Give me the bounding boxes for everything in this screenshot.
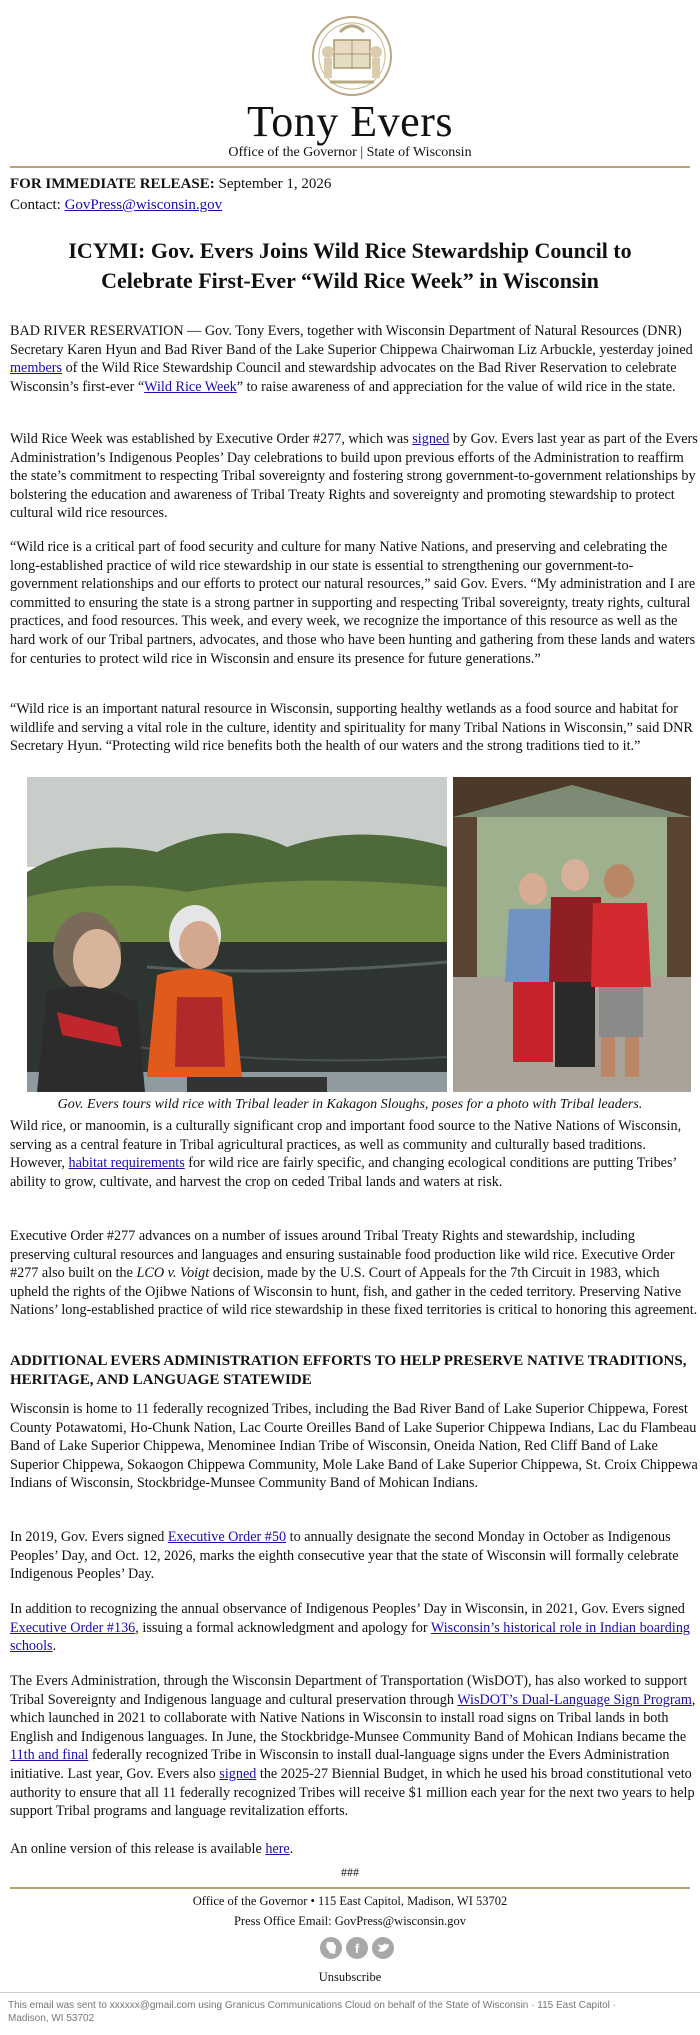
photo-tribal-leaders — [453, 777, 691, 1092]
text: ” to raise awareness of and appreciation for the value of wild rice in the state. — [236, 378, 676, 395]
page-title: ICYMI: Gov. Evers Joins Wild Rice Stewardship Council to Celebrate First-Ever “Wild Rice Week” in Wisconsin — [68, 238, 632, 293]
text: , issuing a formal acknowledgment and apology for — [135, 1619, 431, 1636]
habitat-requirements-link[interactable]: habitat requirements — [68, 1155, 185, 1172]
twitter-icon[interactable] — [372, 1937, 394, 1959]
paragraph-evers-quote: “Wild rice is a critical part of food security and culture for many Native Nations, and preserving and celebrating the long-established practice of wild rice stewardship in our state is essential to strengthening our government-to-government relationships and our efforts to protect our natural resources,” said Gov. Evers. “My administration and I are committed to ensuring the state is a strong partner in supporting and respecting Tribal sovereignty, treaty rights, cultural practices, and food resources. This week, and every week, we recognize the importance of this resource as well as the hard work of our Tribal partners, advocates, and those who have been hunting and gathering from these lands and waters for centuries to protect wild rice in Wisconsin and ensure its presence for future generations.” — [10, 539, 696, 667]
release-date: September 1, 2026 — [214, 176, 332, 192]
text: Wild rice, or manoomin, is a culturally significant crop and important food source to the Native Nations of Wisconsin, serving as a central feature in Tribal agricultural practices, as well as community and culturally based traditions. However, — [10, 1118, 682, 1172]
text: Executive Order #277 advances on a number of issues around Tribal Treaty Rights and stewardship, including preserving cultural resources and languages and ensuring sustainable food production like wild rice. Executive Order #277 also built on the — [10, 1228, 675, 1282]
text: The Evers Administration, through the Wisconsin Department of Transportation (WisDOT), has also worked to support Tribal Sovereignty and Indigenous language and cultural preservation through — [10, 1673, 688, 1708]
budget-signed-link[interactable]: signed — [219, 1765, 257, 1782]
text: Wild Rice Week was established by Executive Order #277, which was — [10, 431, 413, 447]
text: for wild rice are fairly specific, and changing ecological conditions are putting Tribes’ ability to grow, cultivate, and harvest the crop on ceded Tribal lands and waters at risk. — [10, 1155, 677, 1190]
online-version-link[interactable]: here — [265, 1841, 290, 1857]
header-divider — [10, 166, 690, 168]
text: In 2019, Gov. Evers signed — [10, 1529, 168, 1545]
sent-notice: This email was sent to xxxxxx@gmail.com using Granicus Communications Cloud on behalf of the State of Wisconsin · 115 East Capitol · Madison, WI 53702 — [8, 2000, 617, 2024]
eleventh-and-final-link[interactable]: 11th and final — [10, 1747, 89, 1764]
text: by Gov. Evers last year as part of the Evers Administration’s Indigenous Peoples’ Day celebrations to build upon previous efforts of the Administration to reaffirm the state’s commitment to respecting Tribal sovereignty and fostering strong government-to-government relationships by bolstering the education and awareness of Tribal Treaty Rights and sovereignty and promoting stewardship to protect cultural wild rice resources. — [10, 431, 698, 522]
dual-language-sign-program-link[interactable]: WisDOT’s Dual-Language Sign Program — [457, 1691, 692, 1708]
photo-row — [27, 777, 691, 1092]
wild-rice-week-link[interactable]: Wild Rice Week — [144, 378, 237, 395]
footer-press-email: Press Office Email: GovPress@wisconsin.gov — [233, 1914, 467, 1928]
state-seal-icon — [310, 10, 394, 98]
footer-divider — [10, 1887, 690, 1889]
contact-email-link[interactable]: GovPress@wisconsin.gov — [64, 197, 223, 213]
paragraph-voigt — [10, 1227, 698, 1320]
paragraph-eo136 — [10, 1600, 698, 1656]
text: , which launched in 2021 to collaborate with Native Nations in Wisconsin to install road signs on Tribal lands in both English and Indigenous languages. In June, the Stockbridge-Munsee Community Band of Mohican Indians became the — [10, 1691, 696, 1745]
unsubscribe-link[interactable]: Unsubscribe — [318, 1970, 382, 1984]
text: to annually designate the second Monday in October as Indigenous Peoples’ Day, and Oct. 12, 2026, marks the eighth consecutive year that the state of Wisconsin will formally celebrate Indigenous Peoples’ Day. — [10, 1529, 679, 1583]
paragraph-hyun-quote: “Wild rice is an important natural resource in Wisconsin, supporting healthy wetlands as a food source and habitat for wildlife and serving a vital role in the culture, identity and spirituality for many Tribal Nations in Wisconsin,” said DNR Secretary Hyun. “Protecting wild rice benefits both the health of our waters and the strong traditions tied to it.” — [10, 701, 693, 755]
text: An online version of this release is available — [10, 1841, 266, 1857]
text: In addition to recognizing the annual observance of Indigenous Peoples’ Day in Wisconsin, in 2021, Gov. Evers signed — [10, 1601, 685, 1617]
boarding-schools-link[interactable]: Wisconsin’s historical role in Indian boarding schools — [10, 1619, 691, 1655]
section-subheading: ADDITIONAL EVERS ADMINISTRATION EFFORTS TO HELP PRESERVE NATIVE TRADITIONS, HERITAGE, AND LANGUAGE STATEWIDE — [10, 1353, 687, 1388]
case-name: LCO v. Voigt — [136, 1265, 210, 1282]
paragraph-manoomin — [10, 1117, 698, 1191]
bottom-divider — [0, 1992, 700, 1993]
facebook-icon[interactable]: f — [346, 1937, 368, 1959]
photo-boat-tour — [27, 777, 447, 1092]
unsubscribe-wrap — [0, 1970, 700, 1985]
paragraph-tribes: Wisconsin is home to 11 federally recognized Tribes, including the Bad River Band of Lake Superior Chippewa, Forest County Potawatomi, Ho-Chunk Nation, Lac Courte Oreilles Band of Lake Superior Chippewa Indians, Lac du Flambeau Band of Lake Superior Chippewa, Menominee Indian Tribe of Wisconsin, Oneida Nation, Red Cliff Band of Lake Superior Chippewa, Sokaogon Chippewa Community, Mole Lake Band of Lake Superior Chippewa, St. Croix Chippewa Indians of Wisconsin, Stockbridge-Munsee Community Band of Mohican Indians. — [10, 1401, 698, 1492]
paragraph-executive-order — [10, 430, 698, 523]
social-links — [320, 1937, 400, 1961]
paragraph-eo50 — [10, 1528, 698, 1584]
signed-link[interactable]: signed — [412, 431, 450, 447]
text: the 2025-27 Biennial Budget, in which he used his broad constitutional veto authority to ensure that all 11 federally recognized Tribes will receive $1 million each year for the next two years to help support Tribal programs and language revitalization efforts. — [10, 1765, 695, 1820]
paragraph-wisdot — [10, 1672, 698, 1821]
footer-address: Office of the Governor • 115 East Capitol, Madison, WI 53702 — [192, 1894, 508, 1908]
executive-order-50-link[interactable]: Executive Order #50 — [167, 1529, 287, 1545]
office-line: Office of the Governor | State of Wisconsin — [228, 145, 472, 160]
text: . — [52, 1638, 57, 1655]
paragraph-online-version — [10, 1840, 698, 1859]
release-info — [10, 174, 331, 216]
text: . — [289, 1841, 294, 1857]
contact-label: Contact: — [10, 197, 65, 213]
release-label: FOR IMMEDIATE RELEASE: — [10, 176, 215, 192]
text: decision, made by the U.S. Court of Appeals for the 7th Circuit in 1983, which upheld the rights of the Ojibwe Nations of Wisconsin to hunt, fish, and gather in the ceded territory. Preserving Native Nations’ long-established practice of wild rice stewardship in these fixed territories is critical to honoring this agreement. — [10, 1265, 698, 1319]
governor-name: Tony Evers — [247, 97, 453, 146]
photo-caption: Gov. Evers tours wild rice with Tribal leader in Kakagon Sloughs, poses for a photo with Tribal leaders. — [57, 1097, 643, 1112]
text: federally recognized Tribe in Wisconsin to install dual-language signs under the Evers Administration initiative. Last year, Gov. Evers also — [10, 1747, 670, 1782]
members-link[interactable]: members — [10, 360, 63, 377]
paragraph-intro — [10, 322, 698, 396]
end-mark: ### — [341, 1865, 359, 1879]
text: BAD RIVER RESERVATION — Gov. Tony Evers, together with Wisconsin Department of Natural Resources (DNR) Secretary Karen Hyun and Bad River Band of the Lake Superior Chippewa Chairwoman Liz Arbuckle, yesterday joined — [10, 323, 693, 358]
text: of the Wild Rice Stewardship Council and stewardship advocates on the Bad River Reservation to celebrate Wisconsin’s first-ever “ — [10, 360, 677, 395]
executive-order-136-link[interactable]: Executive Order #136 — [10, 1619, 136, 1636]
wisconsin-icon[interactable] — [320, 1937, 342, 1959]
